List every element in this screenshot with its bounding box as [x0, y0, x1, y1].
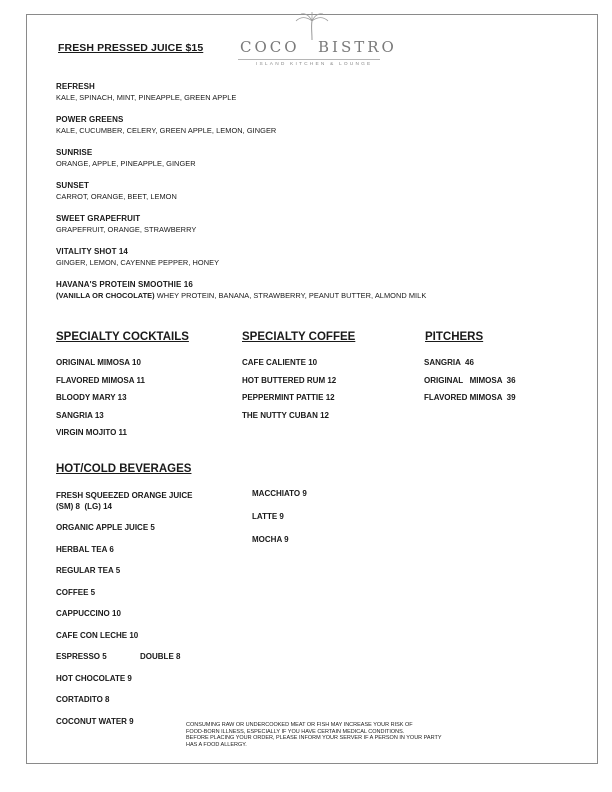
juice-heading: FRESH PRESSED JUICE $15	[58, 42, 204, 54]
list-item: REGULAR TEA 5	[56, 566, 121, 575]
list-item: FLAVORED MIMOSA 39	[424, 393, 516, 402]
list-item: MOCHA 9	[252, 535, 289, 544]
list-item: SANGRIA 13	[56, 410, 104, 420]
list-item	[56, 490, 216, 512]
item-ingredients: CARROT, ORANGE, BEET, LEMON	[56, 192, 177, 201]
item-name: HAVANA'S PROTEIN SMOOTHIE 16	[56, 280, 193, 289]
espresso-label: ESPRESSO 5	[56, 652, 107, 661]
list-item: CAFE CON LECHE 10	[56, 630, 139, 640]
item-ingredients: GINGER, LEMON, CAYENNE PEPPER, HONEY	[56, 258, 220, 267]
list-item: HOT CHOCOLATE 9	[56, 673, 132, 683]
juice-list	[56, 82, 576, 300]
pitchers-list	[424, 357, 516, 410]
list-item: HERBAL TEA 6	[56, 544, 114, 554]
list-item: PEPPERMINT PATTIE 12	[242, 393, 335, 402]
oj-line-1: FRESH SQUEEZED ORANGE JUICE	[56, 491, 193, 500]
item-name: REFRESH	[56, 82, 95, 91]
oj-line-2: (SM) 8 (LG) 14	[56, 502, 113, 511]
menu-item	[56, 82, 576, 115]
food-safety-disclaimer	[186, 722, 486, 748]
item-ingredients: KALE, SPINACH, MINT, PINEAPPLE, GREEN APPLE	[56, 93, 237, 102]
disclaimer-line: HAS A FOOD ALLERGY.	[186, 741, 247, 748]
coffee-list	[242, 357, 336, 427]
list-item: BLOODY MARY 13	[56, 393, 127, 402]
menu-item	[56, 280, 576, 300]
double-label: DOUBLE 8	[140, 652, 181, 661]
pitchers-heading: PITCHERS	[425, 331, 484, 343]
list-item: CAFE CALIENTE 10	[242, 358, 318, 367]
item-ingredients: GRAPEFRUIT, ORANGE, STRAWBERRY	[56, 225, 197, 234]
list-item: SANGRIA 46	[424, 358, 474, 367]
list-item: MACCHIATO 9	[252, 489, 307, 498]
menu-item	[56, 247, 576, 280]
item-name: VITALITY SHOT 14	[56, 247, 128, 256]
beverages-right-list	[252, 488, 307, 557]
logo-text-left: COCO	[240, 38, 300, 56]
list-item: ORIGINAL MIMOSA 10	[56, 358, 141, 367]
logo	[236, 12, 397, 72]
item-name: SUNRISE	[56, 148, 93, 157]
cocktails-heading: SPECIALTY COCKTAILS	[56, 331, 189, 343]
list-item: HOT BUTTERED RUM 12	[242, 375, 337, 385]
smoothie-flavor-choice: (VANILLA OR CHOCOLATE)	[56, 291, 155, 300]
cocktails-list	[56, 357, 145, 445]
disclaimer-line: CONSUMING RAW OR UNDERCOOKED MEAT OR FISH MAY INCREASE YOUR RISK OF	[186, 722, 413, 728]
menu-item	[56, 115, 576, 148]
list-item: ORIGINAL MIMOSA 36	[424, 375, 516, 385]
item-name: SUNSET	[56, 181, 90, 190]
logo-text-right: BISTRO	[318, 38, 397, 56]
smoothie-ingredients: WHEY PROTEIN, BANANA, STRAWBERRY, PEANUT BUTTER, ALMOND MILK	[154, 291, 427, 300]
list-item: COFFEE 5	[56, 587, 96, 597]
logo-subtitle: ISLAND KITCHEN & LOUNGE	[256, 62, 373, 67]
menu-item	[56, 181, 576, 214]
list-item: FLAVORED MIMOSA 11	[56, 375, 145, 385]
list-item: LATTE 9	[252, 512, 284, 521]
menu-item	[56, 148, 576, 181]
item-ingredients: ORANGE, APPLE, PINEAPPLE, GINGER	[56, 159, 196, 168]
list-item: VIRGIN MOJITO 11	[56, 428, 127, 437]
item-ingredients	[56, 291, 576, 300]
logo-divider	[238, 59, 380, 60]
list-item	[56, 651, 216, 673]
item-name: POWER GREENS	[56, 115, 124, 124]
list-item: CAPPUCCINO 10	[56, 609, 121, 618]
beverages-left-list	[56, 490, 216, 737]
item-name: SWEET GRAPEFRUIT	[56, 214, 141, 223]
coffee-heading: SPECIALTY COFFEE	[242, 331, 356, 343]
menu-item	[56, 214, 576, 247]
list-item: THE NUTTY CUBAN 12	[242, 410, 329, 420]
disclaimer-line: BEFORE PLACING YOUR ORDER, PLEASE INFORM YOUR SERVER IF A PERSON IN YOUR PARTY	[186, 735, 442, 742]
list-item: CORTADITO 8	[56, 695, 110, 704]
disclaimer-line: FOOD-BORN ILLNESS, ESPECIALLY IF YOU HAVE CERTAIN MEDICAL CONDITIONS.	[186, 728, 405, 735]
list-item: ORGANIC APPLE JUICE 5	[56, 523, 155, 532]
list-item: COCONUT WATER 9	[56, 716, 134, 726]
beverages-heading: HOT/COLD BEVERAGES	[56, 463, 192, 475]
item-ingredients: KALE, CUCUMBER, CELERY, GREEN APPLE, LEMON, GINGER	[56, 126, 277, 135]
